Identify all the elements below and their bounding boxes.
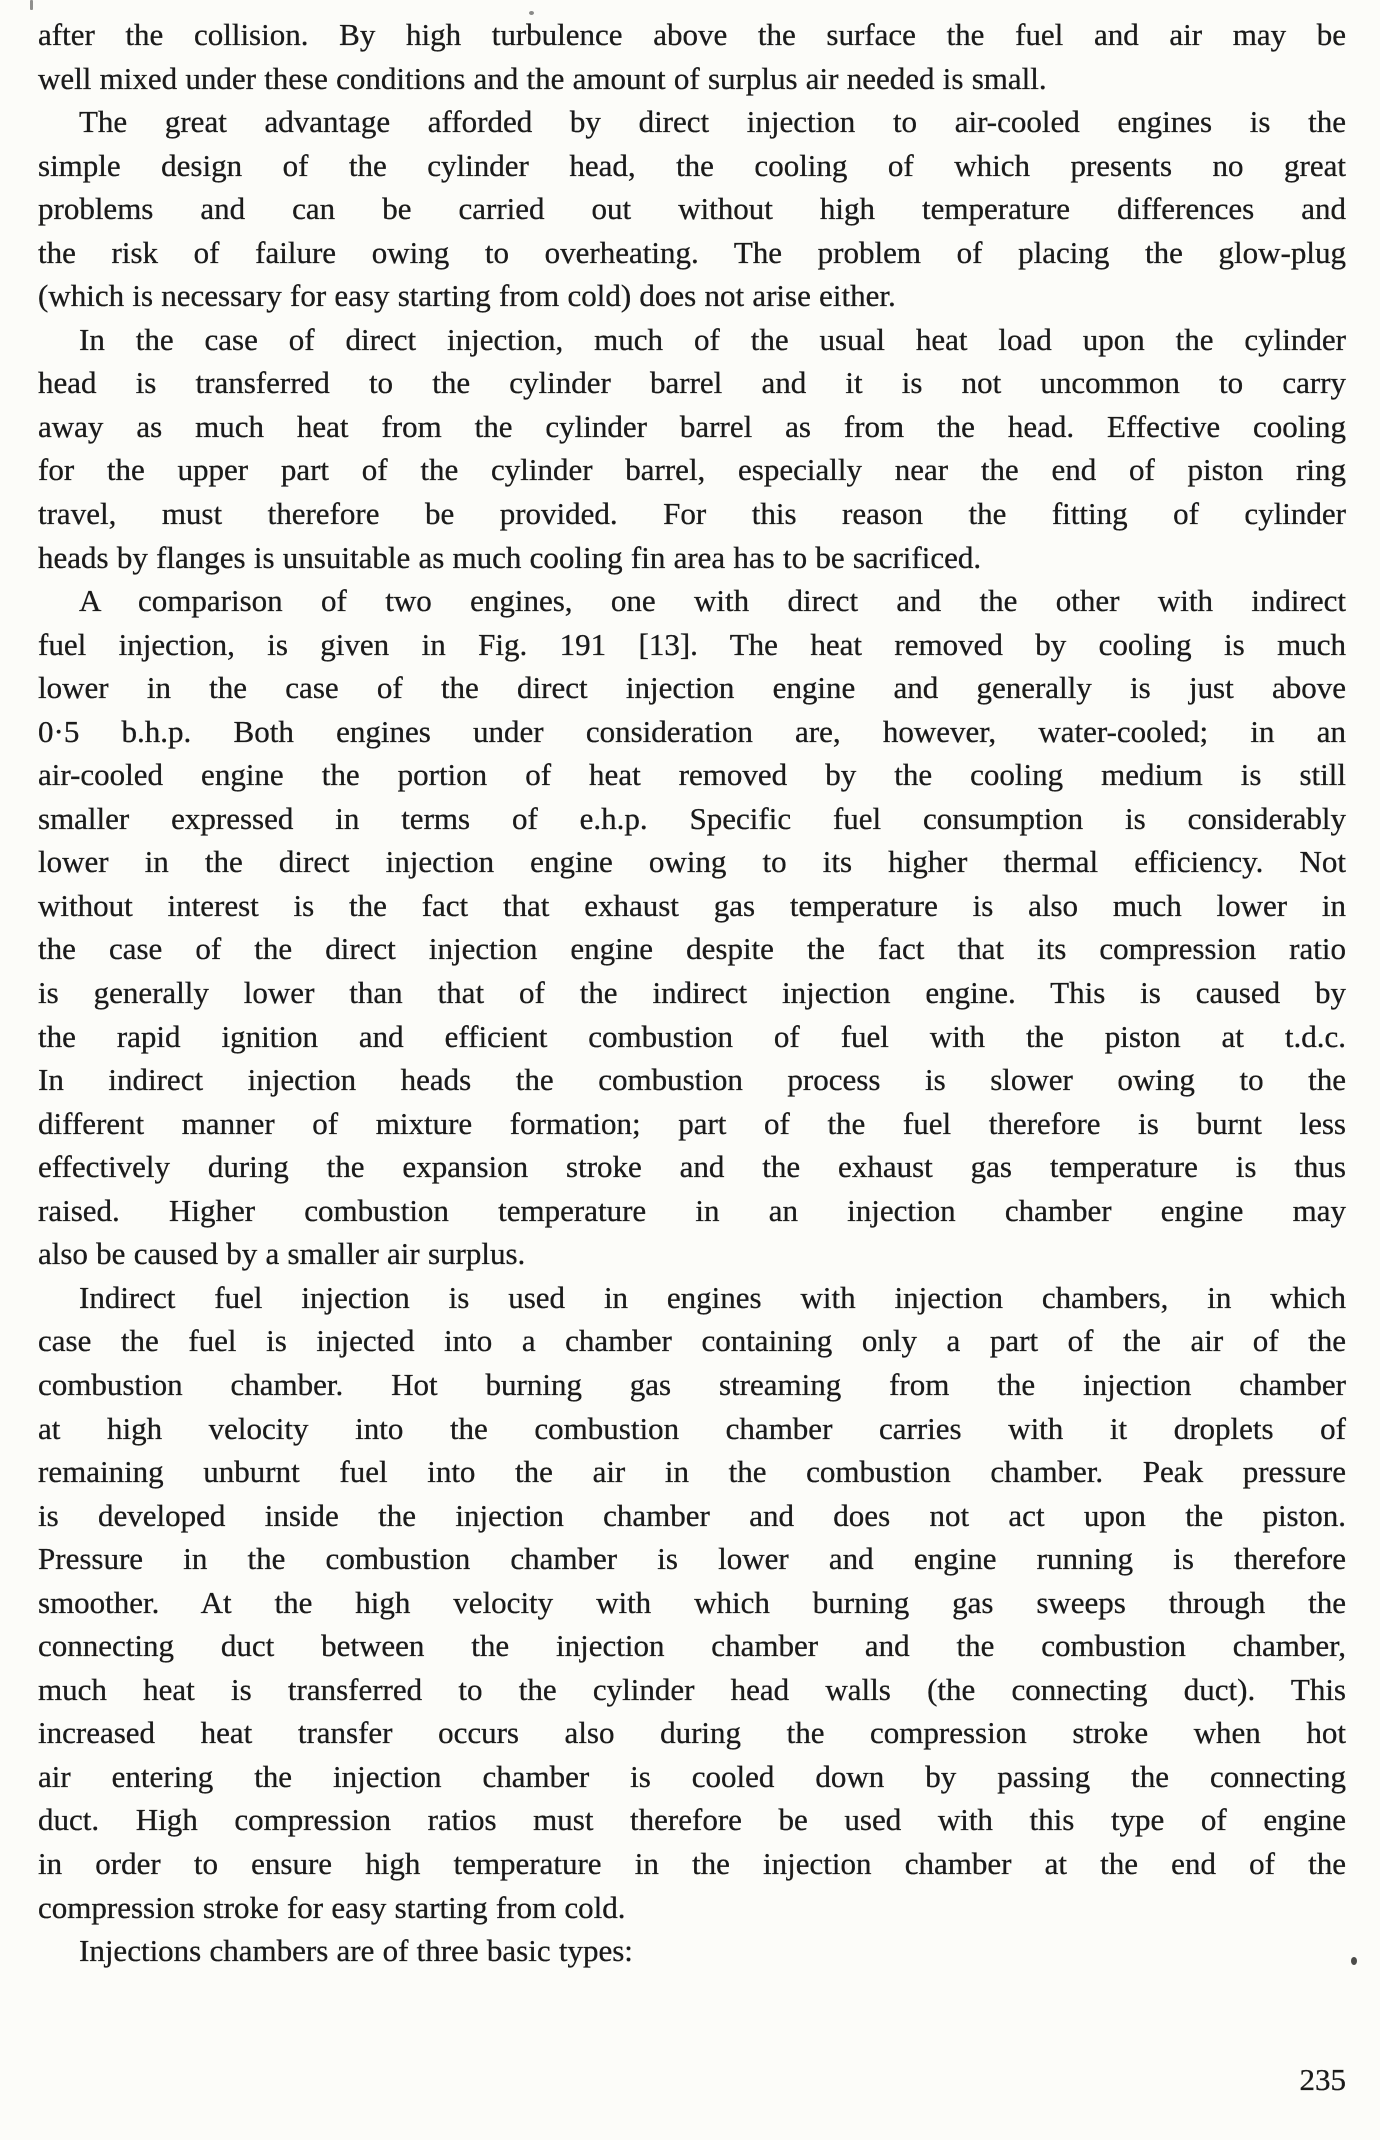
- text-line: increased heat transfer occurs also during the compression stroke when hot: [38, 1715, 1346, 1751]
- text-line: case the fuel is injected into a chamber containing only a part of the air of the: [38, 1323, 1346, 1359]
- text-line: air entering the injection chamber is cooled down by passing the connecting: [38, 1758, 1346, 1794]
- text-line: for the upper part of the cylinder barrel, especially near the end of piston ring: [38, 452, 1346, 488]
- paragraph: [38, 579, 1346, 1276]
- text-line: effectively during the expansion stroke and the exhaust gas temperature is thus: [38, 1149, 1346, 1185]
- text-line: lower in the direct injection engine owing to its higher thermal efficiency. Not: [38, 844, 1346, 880]
- text-line: without interest is the fact that exhaust gas temperature is also much lower in: [38, 887, 1346, 923]
- page-number: 235: [1299, 2062, 1346, 2097]
- text-line: air-cooled engine the portion of heat removed by the cooling medium is still: [38, 757, 1346, 793]
- text-line: different manner of mixture formation; part of the fuel therefore is burnt less: [38, 1105, 1346, 1141]
- text-line: The great advantage afforded by direct injection to air-cooled engines is the: [79, 104, 1346, 140]
- scan-speck-top: [529, 11, 534, 15]
- text-line: fuel injection, is given in Fig. 191 [13]. The heat removed by cooling is much: [38, 626, 1346, 662]
- paragraph: [38, 13, 1346, 100]
- page-text-block: [38, 13, 1346, 1973]
- paragraph: [38, 100, 1346, 318]
- text-line: away as much heat from the cylinder barrel as from the head. Effective cooling: [38, 408, 1346, 444]
- text-line: is developed inside the injection chamber and does not act upon the piston.: [38, 1497, 1346, 1533]
- text-line: smaller expressed in terms of e.h.p. Specific fuel consumption is considerably: [38, 800, 1346, 836]
- text-line: the risk of failure owing to overheating. The problem of placing the glow-plug: [38, 234, 1346, 270]
- text-line: combustion chamber. Hot burning gas streaming from the injection chamber: [38, 1366, 1346, 1402]
- text-line: A comparison of two engines, one with direct and the other with indirect: [79, 583, 1346, 619]
- text-line: problems and can be carried out without high temperature differences and: [38, 191, 1346, 227]
- text-line: compression stroke for easy starting from cold.: [38, 1889, 626, 1925]
- text-line: is generally lower than that of the indirect injection engine. This is caused by: [38, 975, 1346, 1011]
- text-line: Injections chambers are of three basic types:: [79, 1933, 633, 1969]
- scan-speck-left-edge: [30, 0, 33, 10]
- text-line: In the case of direct injection, much of the usual heat load upon the cylinder: [79, 321, 1346, 357]
- text-line: simple design of the cylinder head, the cooling of which presents no great: [38, 147, 1346, 183]
- text-line: remaining unburnt fuel into the air in the combustion chamber. Peak pressure: [38, 1454, 1346, 1490]
- text-line: much heat is transferred to the cylinder head walls (the connecting duct). This: [38, 1671, 1346, 1707]
- text-line: after the collision. By high turbulence above the surface the fuel and air may be: [38, 17, 1346, 52]
- text-line: well mixed under these conditions and the amount of surplus air needed is small.: [38, 60, 1047, 96]
- text-line: smoother. At the high velocity with which burning gas sweeps through the: [38, 1584, 1346, 1620]
- text-line: In indirect injection heads the combustion process is slower owing to the: [38, 1062, 1346, 1098]
- text-line: at high velocity into the combustion chamber carries with it droplets of: [38, 1410, 1346, 1446]
- paragraph: [38, 1276, 1346, 1929]
- paragraph: [38, 318, 1346, 579]
- paragraph: [38, 1929, 1346, 1973]
- text-line: Pressure in the combustion chamber is lower and engine running is therefore: [38, 1541, 1346, 1577]
- text-line: travel, must therefore be provided. For this reason the fitting of cylinder: [38, 496, 1346, 532]
- text-line: the case of the direct injection engine despite the fact that its compression ratio: [38, 931, 1346, 967]
- text-line: head is transferred to the cylinder barrel and it is not uncommon to carry: [38, 365, 1346, 401]
- text-line: heads by flanges is unsuitable as much cooling fin area has to be sacrificed.: [38, 539, 982, 575]
- scan-speck-right-margin: [1351, 1957, 1357, 1965]
- text-line: raised. Higher combustion temperature in an injection chamber engine may: [38, 1192, 1346, 1228]
- text-line: duct. High compression ratios must therefore be used with this type of engine: [38, 1802, 1346, 1838]
- text-line: in order to ensure high temperature in the injection chamber at the end of the: [38, 1845, 1346, 1881]
- text-line: lower in the case of the direct injection engine and generally is just above: [38, 670, 1346, 706]
- text-line: (which is necessary for easy starting from cold) does not arise either.: [38, 278, 896, 314]
- text-line: also be caused by a smaller air surplus.: [38, 1236, 526, 1272]
- text-line: connecting duct between the injection chamber and the combustion chamber,: [38, 1628, 1346, 1664]
- text-line: Indirect fuel injection is used in engines with injection chambers, in which: [79, 1279, 1346, 1315]
- text-line: 0·5 b.h.p. Both engines under consideration are, however, water-cooled; in an: [38, 713, 1346, 749]
- text-line: the rapid ignition and efficient combustion of fuel with the piston at t.d.c.: [38, 1018, 1346, 1054]
